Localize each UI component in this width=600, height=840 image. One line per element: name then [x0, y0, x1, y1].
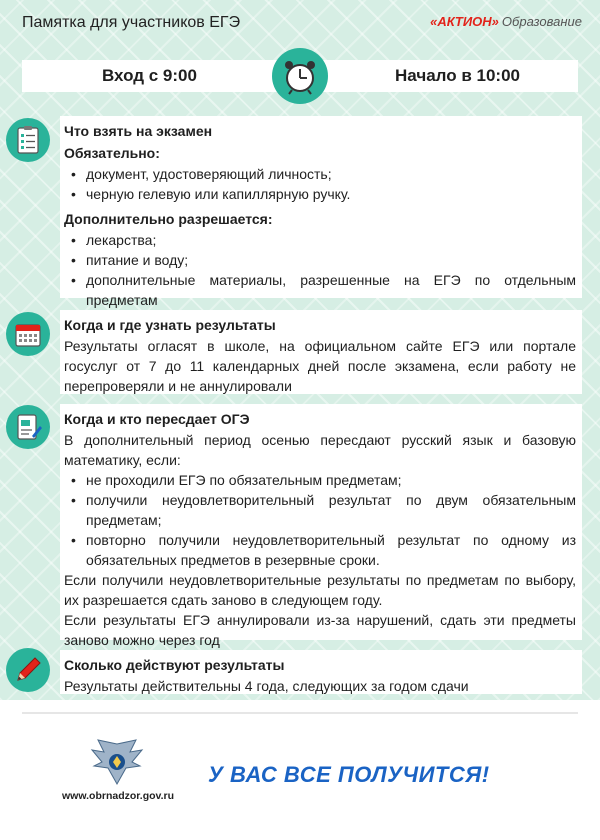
list-item: • питание и воду;	[64, 250, 576, 270]
website-link[interactable]: www.obrnadzor.gov.ru	[62, 790, 175, 802]
slogan: У ВАС ВСЕ ПОЛУЧИТСЯ!	[208, 762, 490, 787]
allowed-list	[64, 230, 576, 310]
section-text: Результаты огласят в школе, на официальном сайте ЕГЭ или портале госуслуг от 7 до 11 календарных дней после экзамена, если работу не перепроверяли и не аннулировали	[64, 338, 576, 394]
section-title: Сколько действуют результаты	[64, 657, 285, 673]
list-item: • не проходили ЕГЭ по обязательным предметам;	[64, 470, 576, 490]
list-item: • документ, удостоверяющий личность;	[64, 164, 576, 184]
list-item: • черную гелевую или капиллярную ручку.	[64, 184, 576, 204]
alarm-clock-icon	[272, 48, 328, 104]
section-results	[60, 310, 582, 394]
obrnadzor-emblem	[88, 738, 146, 793]
section-retake	[60, 404, 582, 648]
section-what-to-take	[60, 116, 582, 308]
section-intro: В дополнительный период осенью пересдают русский язык и базовую математику, если:	[64, 432, 576, 468]
allowed-title: Дополнительно разрешается:	[64, 211, 273, 227]
entry-time: Вход с 9:00	[102, 66, 197, 85]
section-title: Когда и кто пересдает ОГЭ	[64, 411, 250, 427]
section-title: Когда и где узнать результаты	[64, 317, 276, 333]
section-text: Результаты действительны 4 года, следующих за годом сдачи	[64, 678, 469, 694]
document-edit-icon	[6, 405, 50, 449]
brand-logo	[430, 14, 582, 29]
section-paragraph: Если получили неудовлетворительные результаты по предметам по выбору, их разрешается сдать заново в следующем году.	[64, 572, 576, 608]
section-validity	[60, 650, 582, 694]
pencil-icon	[6, 648, 50, 692]
list-item: • повторно получили неудовлетворительный результат по одному из обязательных предметов в резервные сроки.	[64, 530, 576, 570]
retake-list	[64, 470, 576, 570]
list-item: • лекарства;	[64, 230, 576, 250]
section-title: Что взять на экзамен	[64, 123, 213, 139]
brand-sub: Образование	[501, 14, 582, 29]
required-title: Обязательно:	[64, 145, 160, 161]
list-item: • дополнительные материалы, разрешенные на ЕГЭ по отдельным предметам	[64, 270, 576, 310]
calendar-icon	[6, 312, 50, 356]
start-time: Начало в 10:00	[395, 66, 520, 85]
page-title: Памятка для участников ЕГЭ	[22, 14, 241, 31]
divider	[22, 712, 578, 714]
brand-main: «АКТИОН»	[430, 14, 499, 29]
required-list	[64, 164, 576, 204]
header	[0, 0, 600, 50]
checklist-icon	[6, 118, 50, 162]
section-paragraph: Если результаты ЕГЭ аннулировали из-за нарушений, сдать эти предметы заново можно через год	[64, 612, 576, 648]
list-item: • получили неудовлетворительный результат по двум обязательным предметам;	[64, 490, 576, 530]
